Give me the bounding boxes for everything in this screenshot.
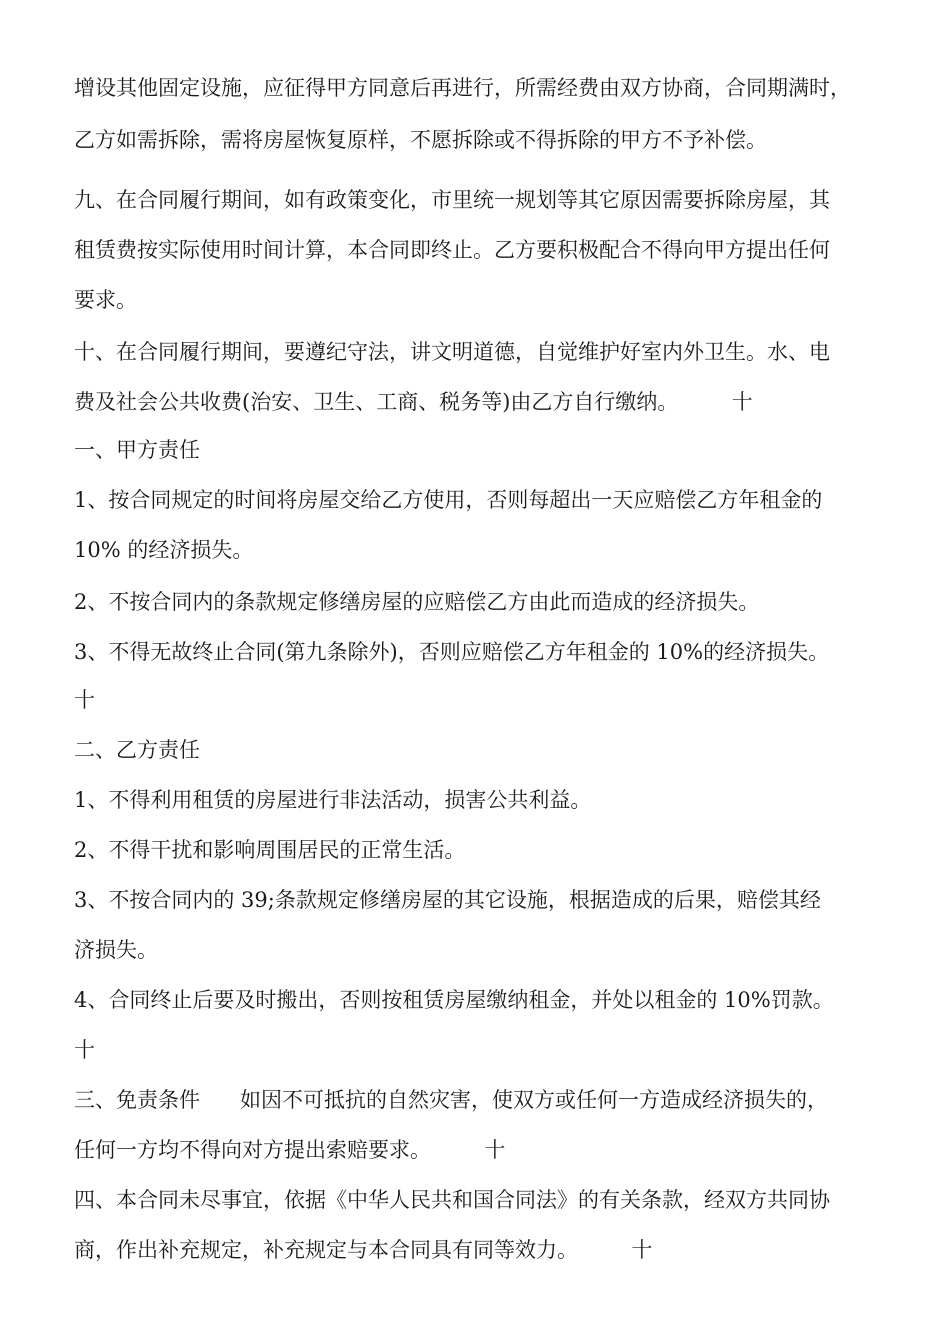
text-line: 10% 的经济损失。 — [74, 538, 254, 562]
text-line: 要求。 — [74, 288, 137, 312]
text-line: 1、按合同规定的时间将房屋交给乙方使用，否则每超出一天应赔偿乙方年租金的 — [74, 488, 823, 512]
text-line: 商，作出补充规定，补充规定与本合同具有同等效力。 十 — [74, 1238, 653, 1262]
text-line: 2、不得干扰和影响周围居民的正常生活。 — [74, 838, 466, 862]
section-heading: 二、乙方责任 — [74, 738, 200, 762]
text-line: 2、不按合同内的条款规定修缮房屋的应赔偿乙方由此而造成的经济损失。 — [74, 590, 760, 614]
text-line: 1、不得利用租赁的房屋进行非法活动，损害公共利益。 — [74, 788, 592, 812]
section-heading: 三、免责条件 如因不可抵抗的自然灾害，使双方或任何一方造成经济损失的， — [74, 1088, 829, 1112]
text-line: 任何一方均不得向对方提出索赔要求。 十 — [74, 1138, 506, 1162]
text-line: 乙方如需拆除，需将房屋恢复原样，不愿拆除或不得拆除的甲方不予补偿。 — [74, 128, 767, 152]
section-heading: 四、本合同未尽事宜，依据《中华人民共和国合同法》的有关条款，经双方共同协 — [74, 1188, 830, 1212]
text-line: 4、合同终止后要及时搬出，否则按租赁房屋缴纳租金，并处以租金的 10%罚款。 — [74, 988, 834, 1012]
text-line: 增设其他固定设施，应征得甲方同意后再进行，所需经费由双方协商，合同期满时， — [74, 76, 851, 100]
text-line: 九、在合同履行期间，如有政策变化，市里统一规划等其它原因需要拆除房屋，其 — [74, 188, 830, 212]
text-line: 十 — [74, 688, 95, 712]
text-line: 十 — [74, 1038, 95, 1062]
text-line: 十、在合同履行期间，要遵纪守法，讲文明道德，自觉维护好室内外卫生。水、电 — [74, 340, 830, 364]
text-line: 费及社会公共收费(治安、卫生、工商、税务等)由乙方自行缴纳。 十 — [74, 390, 753, 414]
text-line: 3、不按合同内的 39;条款规定修缮房屋的其它设施，根据造成的后果，赔偿其经 — [74, 888, 821, 912]
text-line: 济损失。 — [74, 938, 158, 962]
text-line: 租赁费按实际使用时间计算，本合同即终止。乙方要积极配合不得向甲方提出任何 — [74, 238, 830, 262]
section-heading: 一、甲方责任 — [74, 438, 200, 462]
text-line: 3、不得无故终止合同(第九条除外)，否则应赔偿乙方年租金的 10%的经济损失。 — [74, 640, 830, 664]
